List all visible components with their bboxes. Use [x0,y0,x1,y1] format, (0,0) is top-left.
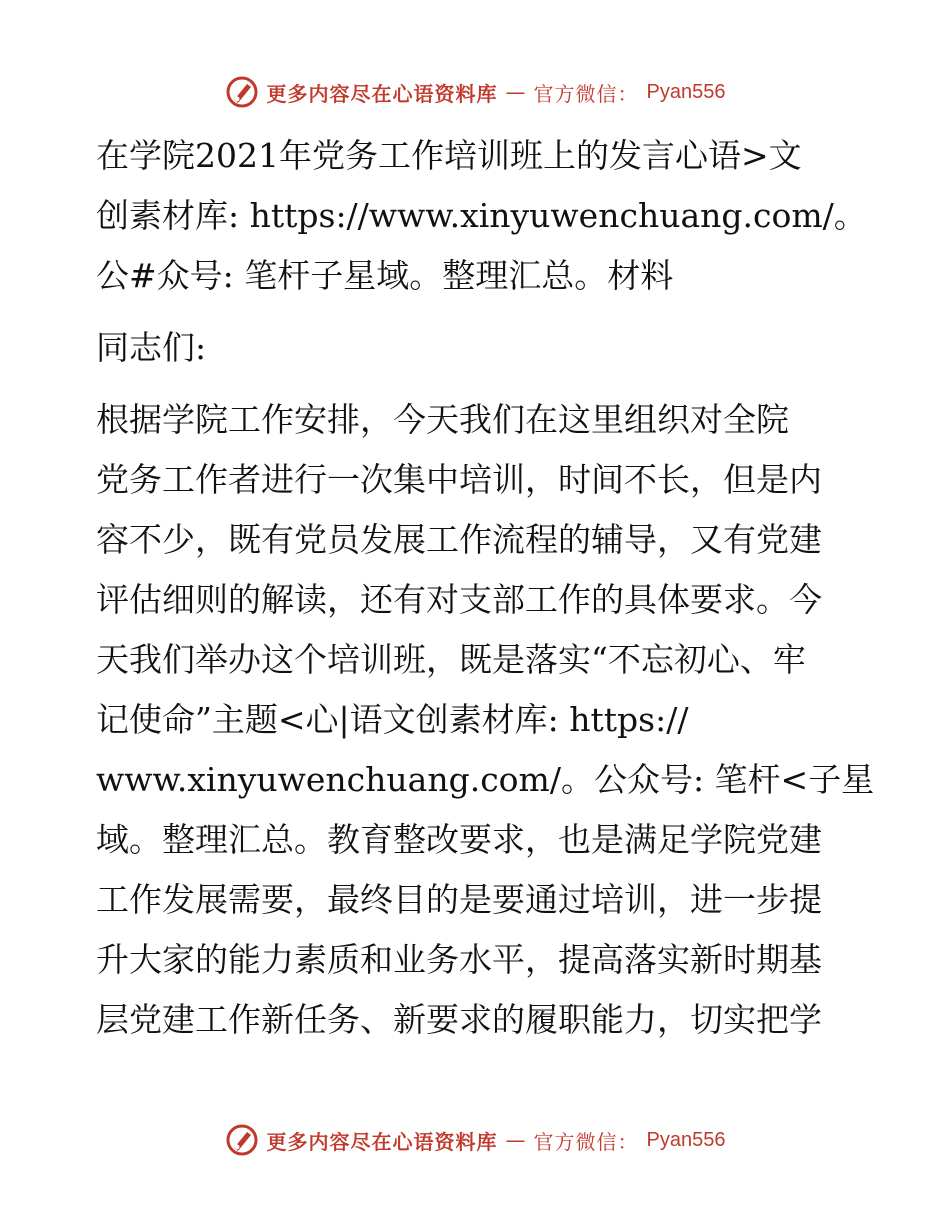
salutation-paragraph [96,318,856,378]
text-line: 容不少，既有党员发展工作流程的辅导，又有党建 [96,520,822,559]
document-body [96,126,875,1050]
banner-dash: — [505,1128,526,1152]
text-line: 党务工作者进行一次集中培训，时间不长，但是内 [96,460,822,499]
title-paragraph [96,126,867,306]
body-paragraph [96,390,875,1050]
banner-main-text: 更多内容尽在心语资料库 [266,1129,498,1154]
text-line: 评估细则的解读，还有对支部工作的具体要求。今 [96,580,822,619]
text-line: 公#众号: 笔杆子星域。整理汇总。材料 [96,256,674,295]
text-line: 同志们: [96,328,207,367]
text-line: www.xinyuwenchuang.com/。公众号: 笔杆<子星 [96,760,875,799]
text-line: 天我们举办这个培训班，既是落实“不忘初心、牢 [96,640,806,679]
banner-wechat-id: Pyan556 [646,80,726,103]
header-banner [0,72,950,112]
text-line: 层党建工作新任务、新要求的履职能力，切实把学 [96,1000,822,1039]
text-line: 在学院2021年党务工作培训班上的发言心语>文 [96,136,802,175]
text-line: 根据学院工作安排，今天我们在这里组织对全院 [96,400,789,439]
banner-wechat-id: Pyan556 [646,1128,726,1151]
banner-sub-text: 官方微信： [533,1129,639,1154]
banner-main-text: 更多内容尽在心语资料库 [266,81,498,106]
banner-sub-text: 官方微信： [533,81,639,106]
text-line: 域。整理汇总。教育整改要求，也是满足学院党建 [96,820,822,859]
text-line: 创素材库: https://www.xinyuwenchuang.com/。 [96,196,867,235]
banner-dash: — [505,80,526,104]
text-line: 工作发展需要，最终目的是要通过培训，进一步提 [96,880,822,919]
footer-banner [0,1120,950,1160]
text-line: 升大家的能力素质和业务水平，提高落实新时期基 [96,940,822,979]
pen-logo-icon [225,75,259,109]
text-line: 记使命”主题<心|语文创素材库: https:// [96,700,689,739]
pen-logo-icon [225,1123,259,1157]
